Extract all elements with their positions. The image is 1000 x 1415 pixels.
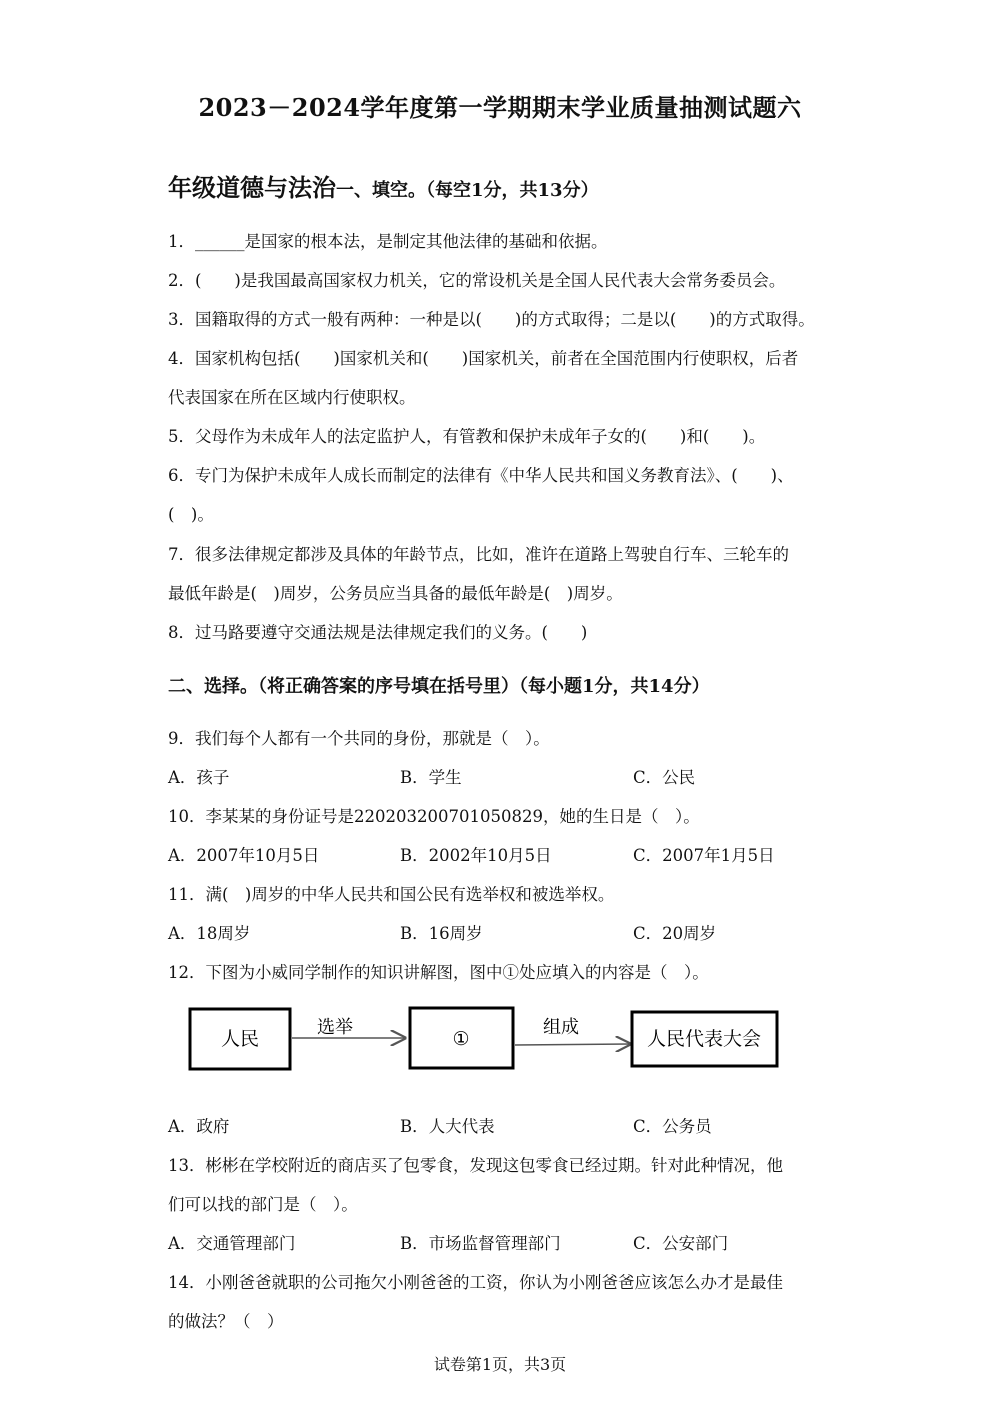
exam-title: 2023－2024学年度第一学期期末学业质量抽测试题六 <box>198 93 802 122</box>
diagram-box-people-label: 人民 <box>220 1028 260 1050</box>
section1-heading: 一、填空。（每空1分，共13分） <box>336 180 599 201</box>
diagram-arrow-compose-label: 组成 <box>543 1017 579 1038</box>
question-13-stem-cont: 们可以找的部门是（ ）。 <box>168 1195 358 1214</box>
question-12-option-c: C．公务员 <box>633 1117 712 1136</box>
diagram-box-congress-label: 人民代表大会 <box>646 1028 762 1050</box>
question-12-option-b: B．人大代表 <box>400 1117 495 1136</box>
exam-subtitle-subject: 年级道德与法治 <box>168 173 336 202</box>
fill-question-2: 2．( )是我国最高国家权力机关，它的常设机关是全国人民代表大会常务委员会。 <box>168 271 786 290</box>
fill-question-3: 3．国籍取得的方式一般有两种：一种是以( )的方式取得；二是以( )的方式取得。 <box>168 310 815 329</box>
knowledge-diagram <box>185 1003 785 1075</box>
question-13-stem: 13．彬彬在学校附近的商店买了包零食，发现这包零食已经过期。针对此种情况，他 <box>168 1156 783 1175</box>
question-10-option-c: C．2007年1月5日 <box>633 846 775 865</box>
question-13-option-c: C．公安部门 <box>633 1234 729 1253</box>
question-13-option-a: A．交通管理部门 <box>168 1234 296 1253</box>
fill-question-5: 5．父母作为未成年人的法定监护人，有管教和保护未成年子女的( )和( )。 <box>168 427 766 446</box>
question-9-stem: 9．我们每个人都有一个共同的身份，那就是（ ）。 <box>168 729 550 748</box>
question-9-option-a: A．孩子 <box>168 768 230 787</box>
diagram-box-blank-label: ① <box>452 1028 470 1050</box>
fill-question-1: 1．______是国家的根本法，是制定其他法律的基础和依据。 <box>168 232 608 251</box>
fill-question-6-cont: ( )。 <box>168 505 214 524</box>
question-11-option-c: C．20周岁 <box>633 924 717 943</box>
page-footer: 试卷第1页，共3页 <box>433 1355 567 1374</box>
diagram-arrow-elect-label: 选举 <box>317 1017 353 1038</box>
question-10-option-b: B．2002年10月5日 <box>400 846 552 865</box>
question-11-option-b: B．16周岁 <box>400 924 483 943</box>
question-12-option-a: A．政府 <box>168 1117 230 1136</box>
section2-heading: 二、选择。（将正确答案的序号填在括号里）（每小题1分，共14分） <box>168 676 710 697</box>
question-11-stem: 11．满( )周岁的中华人民共和国公民有选举权和被选举权。 <box>168 885 615 904</box>
fill-question-8: 8．过马路要遵守交通法规是法律规定我们的义务。( ) <box>168 623 588 642</box>
question-13-option-b: B．市场监督管理部门 <box>400 1234 561 1253</box>
question-14-stem: 14．小刚爸爸就职的公司拖欠小刚爸爸的工资，你认为小刚爸爸应该怎么办才是最佳 <box>168 1273 783 1292</box>
question-11-option-a: A．18周岁 <box>168 924 251 943</box>
fill-question-6: 6．专门为保护未成年人成长而制定的法律有《中华人民共和国义务教育法》、( )、 <box>168 466 794 485</box>
question-14-stem-cont: 的做法？（ ） <box>168 1312 284 1331</box>
question-10-stem: 10．李某某的身份证号是220203200701050829，她的生日是（ ）。 <box>168 807 700 826</box>
fill-question-7: 7．很多法律规定都涉及具体的年龄节点，比如，准许在道路上驾驶自行车、三轮车的 <box>168 545 789 564</box>
fill-question-4-cont: 代表国家在所在区域内行使职权。 <box>168 388 416 407</box>
question-9-option-c: C．公民 <box>633 768 696 787</box>
exam-subtitle <box>168 168 599 203</box>
question-10-option-a: A．2007年10月5日 <box>168 846 320 865</box>
question-9-option-b: B．学生 <box>400 768 462 787</box>
fill-question-4: 4．国家机构包括( )国家机关和( )国家机关，前者在全国范围内行使职权，后者 <box>168 349 799 368</box>
fill-question-7-cont: 最低年龄是( )周岁，公务员应当具备的最低年龄是( )周岁。 <box>168 584 623 603</box>
diagram-arrow-compose <box>515 1044 630 1045</box>
question-12-stem: 12．下图为小威同学制作的知识讲解图，图中①处应填入的内容是（ ）。 <box>168 963 709 982</box>
